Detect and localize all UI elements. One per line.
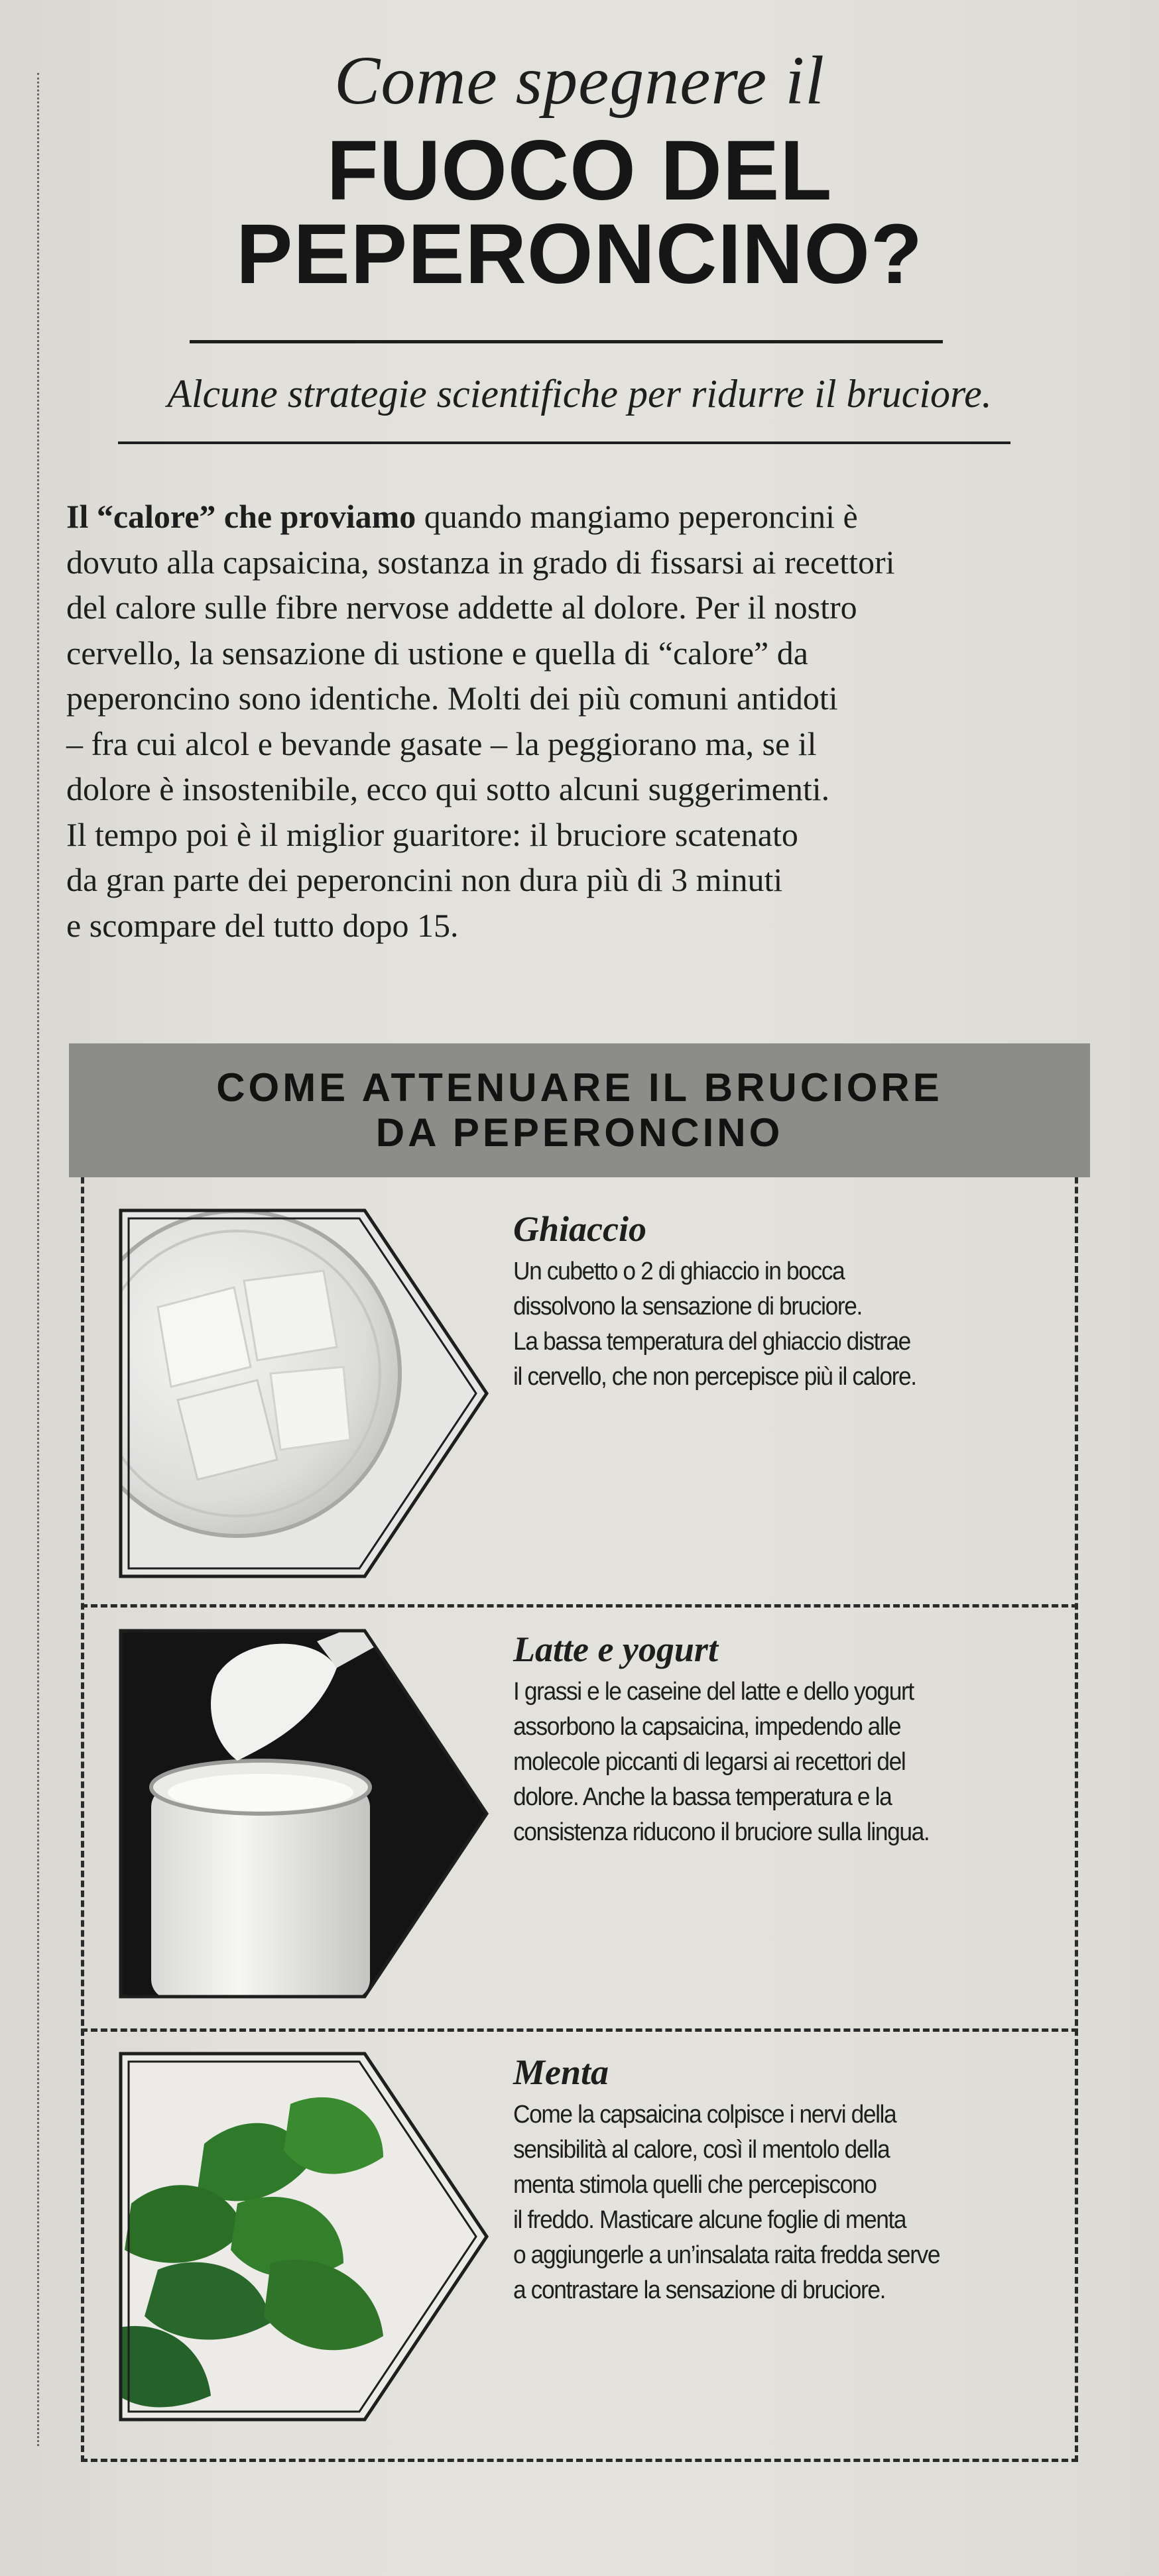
yogurt-jar-image	[118, 1628, 489, 1999]
intro-line: peperoncino sono identiche. Molti dei più comuni antidoti	[66, 679, 838, 717]
tip-description	[513, 1254, 1081, 1395]
tip-line: assorbono la capsaicina, impedendo alle	[513, 1713, 901, 1741]
tip-line: menta stimola quelli che percepiscono	[513, 2171, 877, 2199]
tip-title: Latte e yogurt	[513, 1629, 718, 1669]
tip-ghiaccio	[513, 1208, 1083, 1395]
ice-cubes-image	[118, 1208, 489, 1579]
tips-box-header	[69, 1043, 1090, 1177]
tip-line: dolore. Anche la bassa temperatura e la	[513, 1783, 892, 1811]
tip-line: Un cubetto o 2 di ghiaccio in bocca	[513, 1258, 845, 1285]
intro-line: dovuto alla capsaicina, sostanza in grado di fissarsi ai recettori	[66, 543, 895, 581]
mint-leaves-image	[118, 2051, 489, 2422]
tip-line: molecole piccanti di legarsi ai recettori del	[513, 1748, 906, 1776]
intro-line: – fra cui alcol e bevande gasate – la peggiorano ma, se il	[66, 725, 817, 762]
intro-lead: Il “calore” che proviamo	[66, 498, 416, 535]
tip-line: La bassa temperatura del ghiaccio distrae	[513, 1328, 910, 1356]
tip-line: sensibilità al calore, così il mentolo della	[513, 2136, 890, 2164]
tip-title: Ghiaccio	[513, 1209, 646, 1249]
intro-line: Il tempo poi è il miglior guaritore: il bruciore scatenato	[66, 815, 798, 853]
subtitle-rule	[118, 441, 1010, 444]
tips-header-line-1: COME ATTENUARE IL BRUCIORE	[216, 1065, 943, 1110]
tip-line: a contrastare la sensazione di bruciore.	[513, 2276, 886, 2304]
title-rule	[190, 340, 943, 343]
tip-description	[513, 2097, 1081, 2308]
intro-line: dolore è insostenibile, ecco qui sotto alcuni suggerimenti.	[66, 770, 830, 807]
title-kicker: Come spegnere il	[334, 42, 825, 119]
tip-divider	[81, 1604, 1078, 1608]
intro-line: cervello, la sensazione di ustione e quella di “calore” da	[66, 634, 808, 672]
tip-line: I grassi e le caseine del latte e dello yogurt	[513, 1678, 914, 1706]
margin-dotted-rule	[37, 73, 39, 2446]
headline-line-2: PEPERONCINO?	[235, 207, 924, 302]
tip-description	[513, 1674, 1081, 1850]
headline-line-1: FUOCO DEL	[326, 123, 833, 218]
intro-line: del calore sulle fibre nervose addette al dolore. Per il nostro	[66, 589, 857, 626]
tips-header-line-2: DA PEPERONCINO	[375, 1110, 784, 1155]
tip-line: il freddo. Masticare alcune foglie di menta	[513, 2206, 906, 2234]
intro-line-text: quando mangiamo peperoncini è	[416, 498, 858, 535]
subtitle: Alcune strategie scientifiche per ridurre il bruciore.	[167, 372, 992, 416]
tip-line: dissolvono la sensazione di bruciore.	[513, 1293, 862, 1320]
intro-line	[66, 494, 1101, 540]
intro-line: e scompare del tutto dopo 15.	[66, 906, 459, 944]
tip-line: il cervello, che non percepisce più il calore.	[513, 1363, 916, 1391]
tip-title: Menta	[513, 2052, 609, 2092]
tip-divider	[81, 2028, 1078, 2032]
tip-line: Come la capsaicina colpisce i nervi della	[513, 2101, 896, 2129]
tip-menta	[513, 2051, 1083, 2308]
intro-paragraph	[66, 494, 1101, 948]
tip-line: o aggiungerle a un’insalata raita fredda serve	[513, 2241, 940, 2269]
tip-line: consistenza riducono il bruciore sulla lingua.	[513, 1818, 930, 1846]
intro-line: da gran parte dei peperoncini non dura più di 3 minuti	[66, 861, 783, 898]
page-title	[0, 123, 1159, 302]
tip-latte-yogurt	[513, 1628, 1083, 1850]
